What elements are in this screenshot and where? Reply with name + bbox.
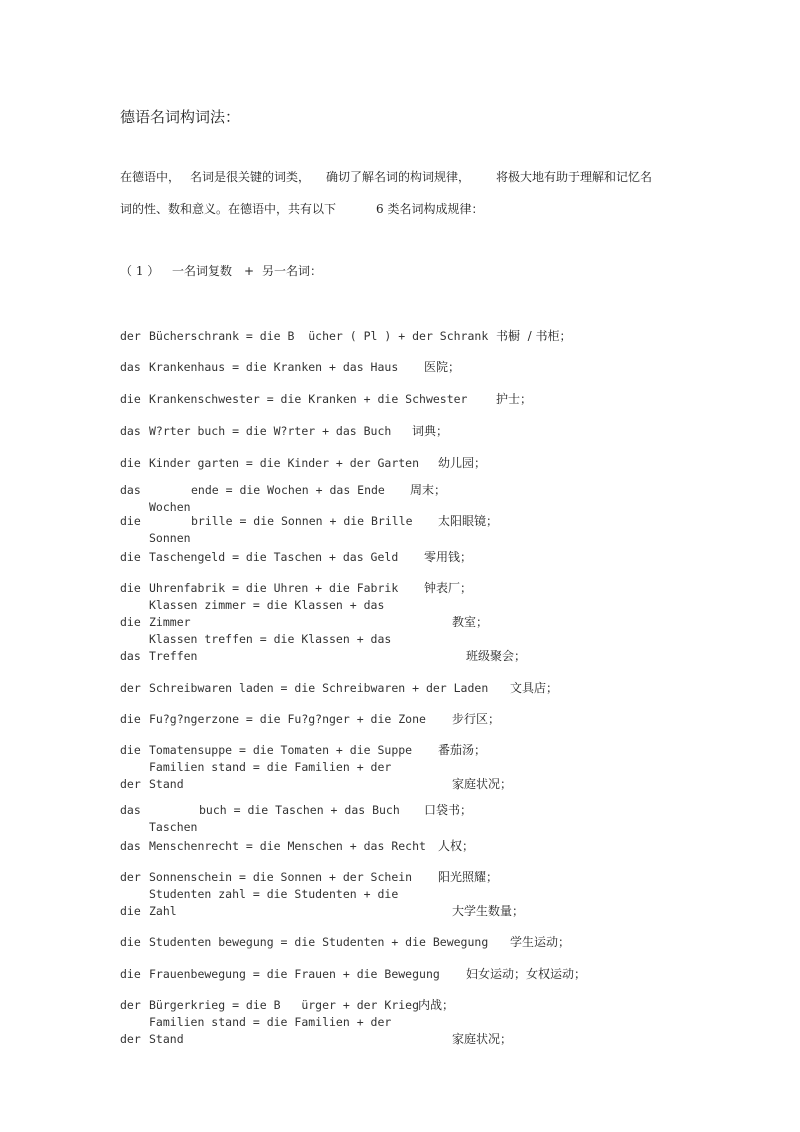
entry-article: das (120, 483, 141, 497)
entry-article: die (120, 550, 141, 564)
entry-article: die (120, 743, 141, 757)
entry-formula: W?rter buch = die W?rter + das Buch (149, 424, 392, 438)
entry-article: der (120, 1032, 141, 1046)
entry-subword: Taschen (149, 820, 198, 834)
entry-translation: 人权； (438, 839, 475, 853)
entry-article: der (120, 870, 141, 884)
entry-formula: Krankenhaus = die Kranken + das Haus (149, 360, 399, 374)
entry-translation: 口袋书； (424, 803, 473, 817)
entry-translation: 大学生数量； (452, 904, 525, 918)
section-number: （ 1 ） (120, 264, 160, 278)
entry-formula: brille = die Sonnen + die Brille (191, 514, 413, 528)
entry-translation: 钟表厂； (424, 581, 473, 595)
entry-formula: Tomatensuppe = die Tomaten + die Suppe (149, 743, 413, 757)
section-plus: + (244, 264, 255, 278)
entry-translation: 幼儿园； (438, 456, 487, 470)
intro-line2-a: 词的性、数和意义。在德语中，共有以下 (120, 202, 337, 216)
intro-line2-b: 6 类名词构成规律： (376, 202, 484, 216)
entry-formula: Schreibwaren laden = die Schreibwaren + der Laden (149, 681, 489, 695)
entry-formula: Menschenrecht = die Menschen + das Recht (149, 839, 426, 853)
entry-translation: 内战； (418, 998, 455, 1012)
entry-article: der (120, 777, 141, 791)
entry-translation: 书橱 / 书柜； (496, 329, 572, 343)
entry-article: das (120, 839, 141, 853)
entry-formula-top: Familien stand = die Familien + der (149, 760, 392, 774)
entry-article: der (120, 998, 141, 1012)
entry-article: der (120, 681, 141, 695)
entry-article: die (120, 967, 141, 981)
entry-article: der (120, 329, 141, 343)
section-label: 一名词复数 (172, 264, 233, 278)
entry-formula: Bücherschrank = die B ücher ( Pl ) + der Schrank (149, 329, 489, 343)
entry-translation: 太阳眼镜； (438, 514, 499, 528)
entry-formula: Treffen (149, 649, 198, 663)
entry-formula: Stand (149, 777, 184, 791)
entry-translation: 护士； (496, 392, 533, 406)
intro-line1-d: 将极大地有助于理解和记忆名 (496, 170, 653, 184)
section-label-2: 另一名词： (262, 264, 323, 278)
entry-translation: 步行区； (452, 712, 501, 726)
entry-article: die (120, 514, 141, 528)
entry-article: die (120, 712, 141, 726)
entry-formula-top: Familien stand = die Familien + der (149, 1015, 392, 1029)
entry-formula: Kinder garten = die Kinder + der Garten (149, 456, 420, 470)
entry-translation: 家庭状况； (452, 1032, 513, 1046)
entry-formula: buch = die Taschen + das Buch (199, 803, 400, 817)
entry-article: die (120, 581, 141, 595)
intro-line1-c: 确切了解名词的构词规律， (326, 170, 471, 184)
entry-formula: Bürgerkrieg = die B ürger + der Krieg (149, 998, 420, 1012)
entry-formula: Zahl (149, 904, 177, 918)
entry-translation: 妇女运动；女权运动； (466, 967, 587, 981)
entry-translation: 医院； (424, 360, 461, 374)
entry-article: die (120, 615, 141, 629)
entry-translation: 周末； (410, 483, 447, 497)
entry-formula: Krankenschwester = die Kranken + die Schwester (149, 392, 468, 406)
entry-article: das (120, 803, 141, 817)
entry-formula: Frauenbewegung = die Frauen + die Bewegung (149, 967, 440, 981)
entry-formula-top: Klassen zimmer = die Klassen + das (149, 598, 385, 612)
entry-translation: 班级聚会； (466, 649, 527, 663)
entry-translation: 阳光照耀； (438, 870, 499, 884)
entry-subword: Wochen (149, 500, 191, 514)
entry-translation: 番茄汤； (438, 743, 487, 757)
entry-formula: Taschengeld = die Taschen + das Geld (149, 550, 399, 564)
entry-formula: Stand (149, 1032, 184, 1046)
page-title: 德语名词构词法： (120, 108, 241, 126)
entry-formula-top: Klassen treffen = die Klassen + das (149, 632, 392, 646)
entry-formula: Uhrenfabrik = die Uhren + die Fabrik (149, 581, 399, 595)
entry-article: die (120, 392, 141, 406)
intro-line1-a: 在德语中， (120, 170, 181, 184)
entry-translation: 家庭状况； (452, 777, 513, 791)
entry-translation: 文具店； (510, 681, 559, 695)
entry-article: die (120, 935, 141, 949)
entry-formula: Zimmer (149, 615, 191, 629)
entry-subword: Sonnen (149, 531, 191, 545)
entry-formula: Studenten bewegung = die Studenten + die Bewegung (149, 935, 489, 949)
entry-translation: 教室； (452, 615, 489, 629)
entry-formula-top: Studenten zahl = die Studenten + die (149, 887, 399, 901)
intro-line1-b: 名词是很关键的词类， (190, 170, 311, 184)
entry-article: das (120, 360, 141, 374)
entry-translation: 学生运动； (510, 935, 571, 949)
entry-translation: 词典； (412, 424, 449, 438)
entry-translation: 零用钱； (424, 550, 473, 564)
entry-formula: Sonnenschein = die Sonnen + der Schein (149, 870, 413, 884)
entry-article: die (120, 456, 141, 470)
entry-article: das (120, 424, 141, 438)
entry-article: das (120, 649, 141, 663)
entry-formula: Fu?g?ngerzone = die Fu?g?nger + die Zone (149, 712, 426, 726)
entry-article: die (120, 904, 141, 918)
entry-formula: ende = die Wochen + das Ende (191, 483, 385, 497)
